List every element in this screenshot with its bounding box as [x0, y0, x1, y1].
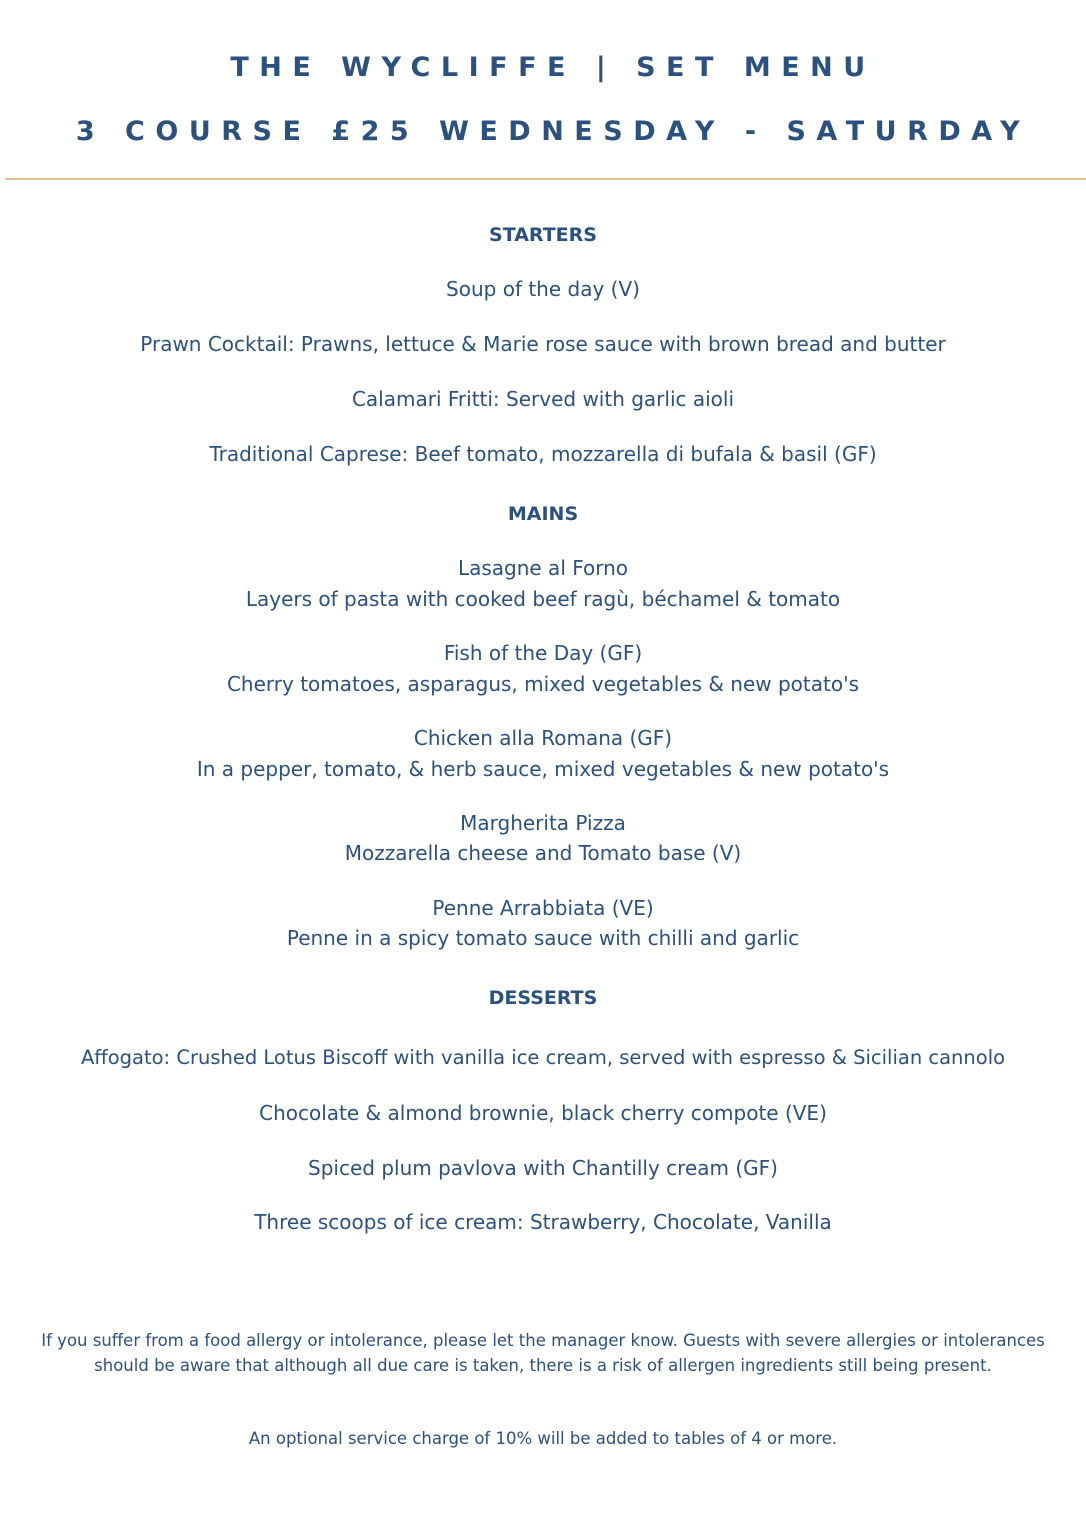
menu-item-name: Margherita Pizza [460, 811, 626, 835]
menu-item-name: Lasagne al Forno [457, 556, 629, 580]
menu-item: Calamari Fritti: Served with garlic aioli [351, 387, 735, 411]
menu-item: Chocolate & almond brownie, black cherry compote (VE) [259, 1101, 827, 1125]
menu-item-description: Penne in a spicy tomato sauce with chilli and garlic [286, 926, 800, 950]
menu-item-description: Layers of pasta with cooked beef ragù, béchamel & tomato [245, 587, 841, 611]
menu-item-description: In a pepper, tomato, & herb sauce, mixed vegetables & new potato's [196, 757, 890, 781]
section-heading-desserts: DESSERTS [488, 987, 598, 1009]
menu-item-name: Fish of the Day (GF) [443, 641, 643, 665]
menu-item: Affogato: Crushed Lotus Biscoff with vanilla ice cream, served with espresso & Sicilian cannolo [80, 1046, 1006, 1069]
section-heading-mains: MAINS [507, 503, 579, 525]
menu-item-name: Chicken alla Romana (GF) [413, 726, 673, 750]
section-heading-starters: STARTERS [489, 224, 597, 246]
allergy-notice: If you suffer from a food allergy or intolerance, please let the manager know. Guests with severe allergies or intolerances should be aware that although all due care is taken, there is a risk of allergen ingredients still being present. [41, 1331, 1045, 1375]
menu-item: Soup of the day (V) [446, 277, 640, 301]
menu-title: THE WYCLIFFE | SET MENU [230, 52, 876, 83]
service-charge-notice: An optional service charge of 10% will be added to tables of 4 or more. [248, 1429, 838, 1448]
menu-item-description: Mozzarella cheese and Tomato base (V) [344, 841, 742, 865]
menu-item-name: Penne Arrabbiata (VE) [432, 896, 654, 920]
menu-item: Traditional Caprese: Beef tomato, mozzarella di bufala & basil (GF) [209, 442, 877, 466]
menu-item-description: Cherry tomatoes, asparagus, mixed vegetables & new potato's [226, 672, 860, 696]
menu-item: Spiced plum pavlova with Chantilly cream (GF) [308, 1156, 778, 1180]
menu-item: Prawn Cocktail: Prawns, lettuce & Marie rose sauce with brown bread and butter [140, 332, 946, 356]
menu-subtitle: 3 COURSE £25 WEDNESDAY - SATURDAY [75, 116, 1031, 147]
menu-item: Three scoops of ice cream: Strawberry, Chocolate, Vanilla [254, 1210, 832, 1234]
header-divider [5, 178, 1086, 180]
